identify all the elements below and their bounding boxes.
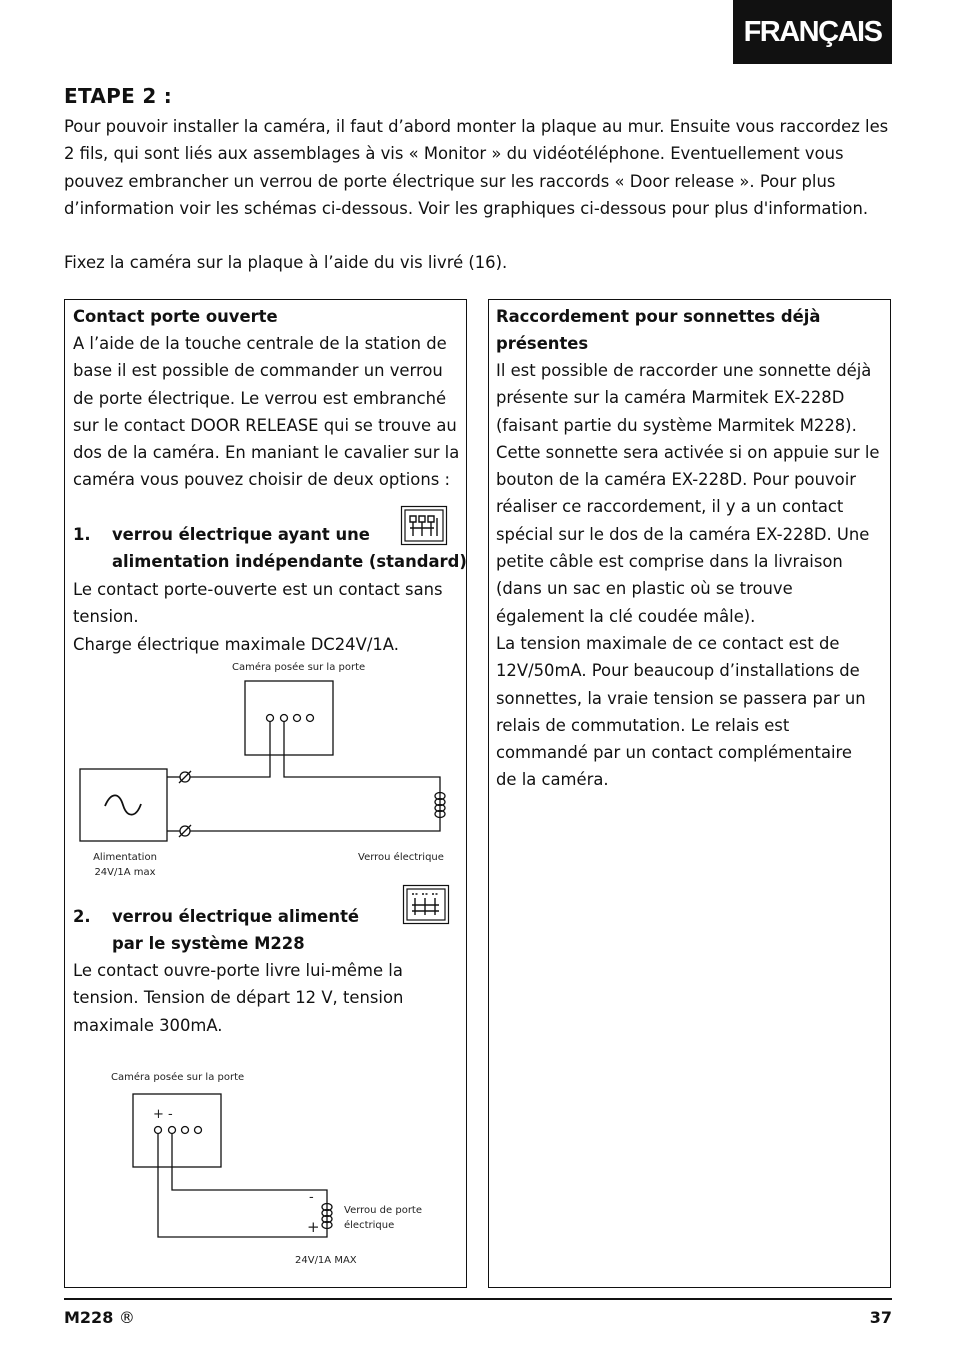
text-line: également la clé coudée mâle). (496, 606, 756, 626)
text-line: sur le contact DOOR RELEASE qui se trouve au (73, 415, 457, 435)
text-line: sonnettes, la vraie tension se passera par un (496, 688, 866, 708)
option2-heading-line: par le système M228 (112, 934, 305, 954)
camera-block (245, 681, 333, 755)
diagram2-camera-label: Caméra posée sur la porte (111, 1072, 245, 1083)
terminal (267, 715, 274, 722)
text-line: caméra vous pouvez choisir de deux options : (73, 470, 450, 490)
text-line: Il est possible de raccorder une sonnette déjà (496, 361, 872, 380)
text-line: tension. (73, 607, 139, 627)
text-line: Charge électrique maximale DC24V/1A. (73, 634, 399, 654)
text-line: Cette sonnette sera activée si on appuie sur le (496, 442, 880, 462)
text-line: A l’aide de la touche centrale de la station de (73, 334, 447, 353)
step-intro (64, 113, 894, 222)
text-line: dos de la caméra. En maniant le cavalier sur la (73, 443, 460, 463)
intro-line: pouvez embrancher un verrou de porte électrique sur les raccords « Door release ». Pour plus (64, 171, 836, 191)
coil-icon (435, 791, 445, 819)
text-line: 12V/50mA. Pour beaucoup d’installations de (496, 661, 860, 681)
terminal (155, 1127, 162, 1134)
option2-number: 2. (73, 907, 91, 926)
terminal (281, 715, 288, 722)
terminal (195, 1127, 202, 1134)
model-name: M228 (64, 1308, 114, 1327)
text-line: spécial sur le dos de la caméra EX-228D. Une (496, 524, 870, 544)
text-line: présente sur la caméra Marmitek EX-228D (496, 388, 845, 408)
option2-heading (73, 903, 463, 959)
label-line: 24V/1A max (94, 867, 156, 878)
page-number: 37 (869, 1308, 892, 1327)
step-title: ETAPE 2 : (64, 84, 173, 108)
intro-line: 2 fils, qui sont liés aux assemblages à vis « Monitor » du vidéotéléphone. Eventuellement vous (64, 144, 844, 164)
terminal (169, 1127, 176, 1134)
lock-plus-label: + (307, 1218, 320, 1236)
ac-wave-icon (105, 795, 141, 814)
text-line: tension. Tension de départ 12 V, tension (73, 988, 404, 1008)
label-line: électrique (344, 1220, 395, 1231)
label-line: Alimentation (93, 852, 157, 863)
text-line: commandé par un contact complémentaire (496, 743, 853, 763)
jumper-setting-icon (401, 506, 447, 546)
door-contact-intro (73, 330, 465, 494)
wiring-diagram-independent-power (78, 678, 453, 848)
intro-line: d’information voir les schémas ci-dessous. Voir les graphiques ci-dessous pour plus d'information. (64, 198, 869, 218)
text-line: réaliser ce raccordement, il y a un contact (496, 497, 844, 517)
lock-minus-label: - (309, 1190, 314, 1205)
option1-number: 1. (73, 525, 91, 544)
title-line: présentes (496, 334, 589, 354)
title-line: Raccordement pour sonnettes déjà (496, 307, 821, 326)
doorbell-connection-title (496, 303, 886, 358)
label-line: Verrou de porte (344, 1205, 423, 1216)
terminal (182, 1127, 189, 1134)
fix-text: Fixez la caméra sur la plaque à l’aide du vis livré (16). (64, 253, 508, 272)
option1-heading-line: alimentation indépendante (standard) (112, 552, 467, 572)
text-line: Le contact ouvre-porte livre lui-même la (73, 961, 403, 980)
option2-body (73, 957, 465, 1039)
coil-icon (322, 1203, 332, 1229)
diagram2-polarity-label: + - (153, 1107, 173, 1122)
text-line: (faisant partie du système Marmitek M228). (496, 415, 857, 435)
text-line: de porte électrique. Le verrou est embranché (73, 388, 447, 408)
diagram1-lock-label: Verrou électrique (358, 852, 444, 863)
terminal (294, 715, 301, 722)
text-line: relais de commutation. Le relais est (496, 715, 790, 735)
diagram2-voltage-label: 24V/1A MAX (295, 1255, 357, 1266)
text-line: de la caméra. (496, 770, 609, 790)
option2-heading-line: verrou électrique alimenté (112, 907, 360, 926)
door-contact-title: Contact porte ouverte (73, 307, 278, 326)
text-line: petite câble est comprise dans la livraison (496, 552, 843, 572)
text-line: bouton de la caméra EX-228D. Pour pouvoir (496, 470, 856, 490)
text-line: Le contact porte-ouverte est un contact sans (73, 580, 443, 599)
intro-line: Pour pouvoir installer la caméra, il faut d’abord monter la plaque au mur. Ensuite vous raccordez les (64, 117, 889, 136)
footer-divider (64, 1298, 892, 1300)
terminal (307, 715, 314, 722)
camera-block (133, 1094, 221, 1167)
option1-heading-line: verrou électrique ayant une (112, 525, 370, 544)
option1-body (73, 576, 465, 658)
footer-model (64, 1308, 135, 1327)
doorbell-connection-body (496, 357, 888, 794)
text-line: La tension maximale de ce contact est de (496, 633, 840, 653)
diagram1-power-label (92, 850, 158, 880)
text-line: (dans un sac en plastic où se trouve (496, 579, 793, 599)
diagram2-lock-label (344, 1203, 422, 1233)
text-line: base il est possible de commander un verrou (73, 361, 443, 381)
diagram1-camera-label: Caméra posée sur la porte (232, 662, 366, 673)
language-tab: FRANÇAIS (733, 0, 892, 64)
text-line: maximale 300mA. (73, 1015, 223, 1035)
registered-mark: ® (118, 1308, 135, 1327)
